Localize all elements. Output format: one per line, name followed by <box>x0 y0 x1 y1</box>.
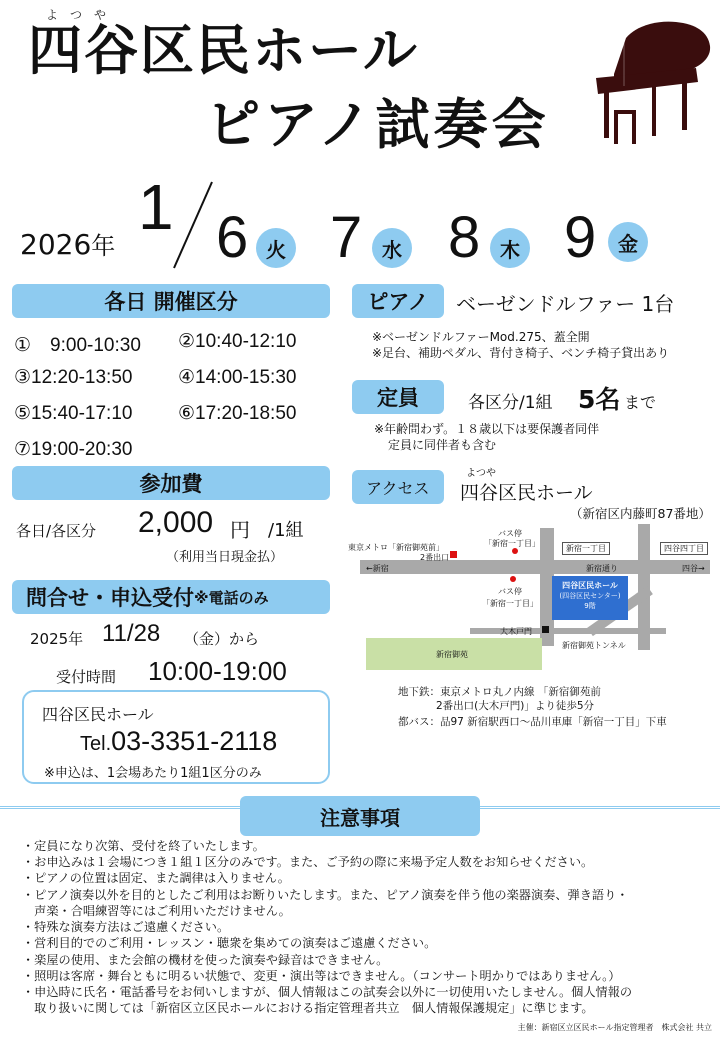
map-label-bus-bottom-name: 「新宿一丁目」 <box>482 599 538 608</box>
map-label-shinjuku-dori: 新宿通り <box>586 564 618 573</box>
notice-item: 取り扱いに関しては「新宿区立区民ホールにおける指定管理者共立 個人情報保護規定」に準じます。 <box>22 1001 594 1016</box>
capacity-suffix: まで <box>624 393 657 412</box>
session-4: ④14:00-15:30 <box>178 367 297 388</box>
access-subway-2: 2番出口(大木戸門)」より徒歩5分 <box>436 700 595 712</box>
fee-header: 参加費 <box>12 466 330 500</box>
event-month: 1 <box>138 171 174 243</box>
inquiry-hours: 10:00-19:00 <box>148 656 287 686</box>
capacity-header: 定員 <box>352 380 444 414</box>
piano-model: ベーゼンドルファー 1台 <box>456 292 675 316</box>
access-map <box>340 520 712 676</box>
piano-note-1: ※ベーゼンドルファーMod.275、蓋全開 <box>372 330 590 344</box>
map-label-okido: 大木戸門 <box>500 627 532 636</box>
session-7: ⑦19:00-20:30 <box>14 439 133 460</box>
inquiry-date: 11/28 <box>102 620 161 647</box>
session-5: ⑤15:40-17:10 <box>14 403 133 424</box>
notice-item: ・ピアノの位置は固定、また調律は入りません。 <box>22 871 290 886</box>
map-label-tunnel: 新宿御苑トンネル <box>562 641 626 650</box>
map-bus-stop-icon-2 <box>510 576 516 582</box>
map-label-bus-top: バス停 <box>498 529 522 538</box>
inquiry-hours-label: 受付時間 <box>56 668 117 686</box>
notice-item: ・お申込みは１会場につき１組１区分のみです。また、ご予約の際に来場予定人数をお知らせください。 <box>22 855 594 870</box>
date-slash <box>170 180 216 270</box>
capacity-note-2: 定員に同伴者も含む <box>388 438 497 452</box>
notice-item: ・申込時に氏名・電話番号をお伺いしますが、個人情報はこの試奏会以外に一切使用いたしません。個人情報の <box>22 984 633 999</box>
page-subtitle: ピアノ試奏会 <box>206 93 550 156</box>
event-day-4: 9 <box>564 205 597 270</box>
contact-tel: Tel.03-3351-2118 <box>80 726 278 756</box>
map-label-metro: 東京メトロ「新宿御苑前」 <box>348 543 444 552</box>
map-okido-marker <box>542 626 549 633</box>
map-label-shinjuku-1: 新宿一丁目 <box>562 542 610 555</box>
fee-amount: 2,000 <box>138 506 214 539</box>
access-ruby: よつや <box>466 468 496 479</box>
access-address: （新宿区内藤町87番地） <box>570 506 711 521</box>
map-label-gyoen: 新宿御苑 <box>436 650 468 659</box>
piano-note-2: ※足台、補助ペダル、背付き椅子、ベンチ椅子貸出あり <box>372 346 670 360</box>
session-3: ③12:20-13:50 <box>14 367 133 388</box>
grand-piano-icon <box>586 16 712 150</box>
capacity-number: 5名 <box>578 385 621 414</box>
sessions-header: 各日 開催区分 <box>12 284 330 318</box>
map-label-bus-top-name: 「新宿一丁目」 <box>484 539 540 548</box>
inquiry-year: 2025年 <box>30 630 84 648</box>
notice-list <box>22 838 712 1016</box>
map-label-bus-bottom: バス停 <box>498 587 522 596</box>
map-label-exit2: 2番出口 <box>420 553 450 562</box>
fee-per: /1組 <box>268 520 304 541</box>
contact-venue: 四谷区民ホール <box>42 705 154 724</box>
event-day-3: 8 <box>448 205 481 270</box>
event-dow-2: 水 <box>372 228 412 268</box>
piano-header: ピアノ <box>352 284 444 318</box>
session-2: ②10:40-12:10 <box>178 331 297 352</box>
notice-item: ・営利目的でのご利用・レッスン・聴衆を集めての演奏はご遠慮ください。 <box>22 936 437 951</box>
inquiry-start: （金）から <box>184 630 260 648</box>
event-day-1: 6 <box>216 205 249 270</box>
title-ruby: よ つ や <box>46 8 107 22</box>
access-header: アクセス <box>352 470 444 504</box>
notice-item: ・照明は客席・舞台ともに明るい状態で、変更・演出等はできません。（コンサート明かりではありません。） <box>22 968 621 983</box>
map-bus-stop-icon <box>512 548 518 554</box>
sponsor-credit: 主催：新宿区立区民ホール指定管理者 株式会社 共立 <box>517 1023 712 1032</box>
inquiry-header: 問合せ・申込受付 ※電話のみ <box>12 580 330 614</box>
notice-header: 注意事項 <box>240 796 480 836</box>
map-label-to-yotsuya: 四谷→ <box>682 564 705 573</box>
map-hall-building: 四谷区民ホール (四谷区民センター) 9階 <box>552 576 628 620</box>
event-dow-1: 火 <box>256 228 296 268</box>
map-label-yotsuya-4: 四谷四丁目 <box>660 542 708 555</box>
notice-item: ・定員になり次第、受付を終了いたします。 <box>22 839 265 853</box>
fee-label: 各日/各区分 <box>16 522 97 540</box>
event-dow-4: 金 <box>608 222 648 262</box>
event-day-2: 7 <box>330 205 363 270</box>
notice-item: ・特殊な演奏方法はご遠慮ください。 <box>22 920 230 935</box>
capacity-text: 各区分/1組 <box>468 393 553 413</box>
fee-unit: 円 <box>230 518 250 542</box>
map-exit-marker <box>450 551 457 558</box>
capacity-note-1: ※年齢問わず。１８歳以下は要保護者同伴 <box>374 422 600 436</box>
event-dow-3: 木 <box>490 228 530 268</box>
access-subway: 地下鉄：東京メトロ丸ノ内線 「新宿御苑前 <box>398 686 601 698</box>
notice-item: ・ピアノ演奏以外を目的としたご利用はお断りいたします。また、ピアノ演奏を伴う他の楽器演奏、弾き語り・ <box>22 887 629 902</box>
notice-item: ・楽屋の使用、また会館の機材を使った演奏や録音はできません。 <box>22 952 389 967</box>
page-title: 四谷区民ホール <box>28 19 419 82</box>
map-label-to-shinjuku: ←新宿 <box>366 564 389 573</box>
session-6: ⑥17:20-18:50 <box>178 403 297 424</box>
access-venue: 四谷区民ホール <box>460 482 593 504</box>
fee-note: （利用当日現金払） <box>166 550 284 565</box>
event-year: 2026年 <box>20 228 116 261</box>
session-1: ① 9:00-10:30 <box>14 335 141 356</box>
contact-note: ※申込は、1会場あたり1組1区分のみ <box>44 766 262 781</box>
notice-item: 声楽・合唱練習等にはご利用いただけません。 <box>22 903 291 918</box>
access-bus: 都バス：品97 新宿駅西口～品川車庫「新宿一丁目」下車 <box>398 716 667 728</box>
